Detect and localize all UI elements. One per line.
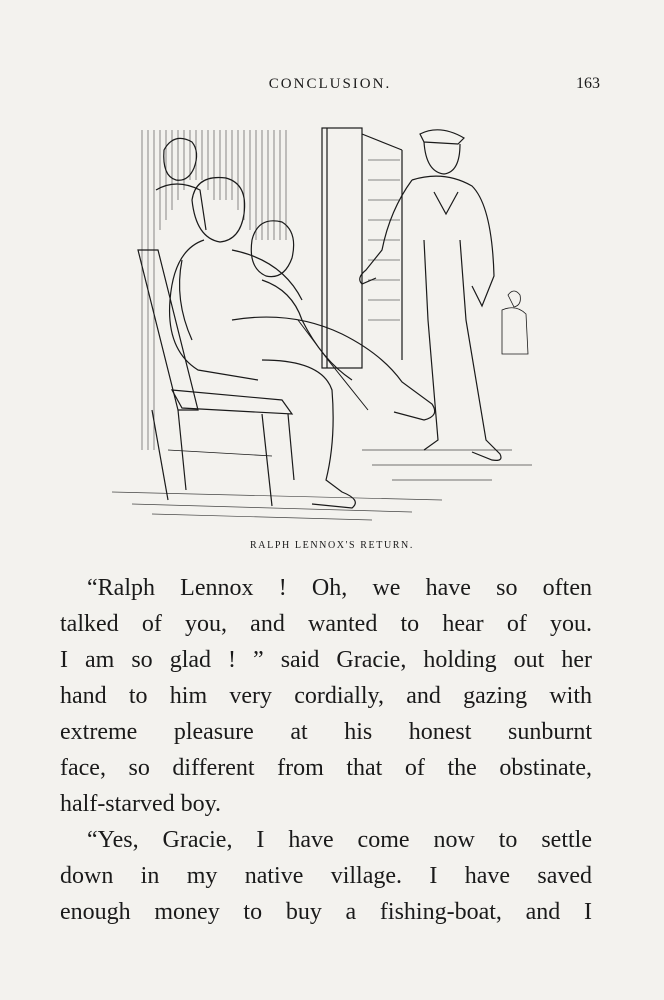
body-line: face, so different from that of the obstinate,: [60, 755, 592, 781]
body-line: I am so glad ! ” said Gracie, holding out her: [60, 647, 592, 673]
ground-hatching: [112, 450, 532, 520]
body-line: extreme pleasure at his honest sunburnt: [60, 719, 592, 745]
body-line: down in my native village. I have saved: [60, 863, 592, 889]
illustration-caption: RALPH LENNOX'S RETURN.: [250, 540, 414, 551]
engraving-illustration: [112, 120, 544, 525]
chair: [138, 250, 294, 506]
running-head: [60, 74, 600, 98]
old-man-figure: [170, 177, 435, 508]
distant-figure: [502, 291, 528, 354]
body-line: talked of you, and wanted to hear of you.: [60, 611, 592, 637]
running-title: CONCLUSION.: [268, 76, 392, 92]
girl-figure: [251, 221, 368, 410]
young-man-figure: [360, 130, 501, 461]
page-number: 163: [576, 75, 600, 92]
body-line: hand to him very cordially, and gazing with: [60, 683, 592, 709]
body-line: half-starved boy.: [60, 791, 222, 817]
body-line: “Yes, Gracie, I have come now to settle: [87, 827, 592, 853]
engraving-drawing: [112, 120, 544, 525]
doorway: [322, 128, 402, 368]
body-line: “Ralph Lennox ! Oh, we have so often: [87, 575, 592, 601]
body-line: enough money to buy a fishing-boat, and I: [60, 899, 592, 925]
body-text: [60, 570, 592, 930]
